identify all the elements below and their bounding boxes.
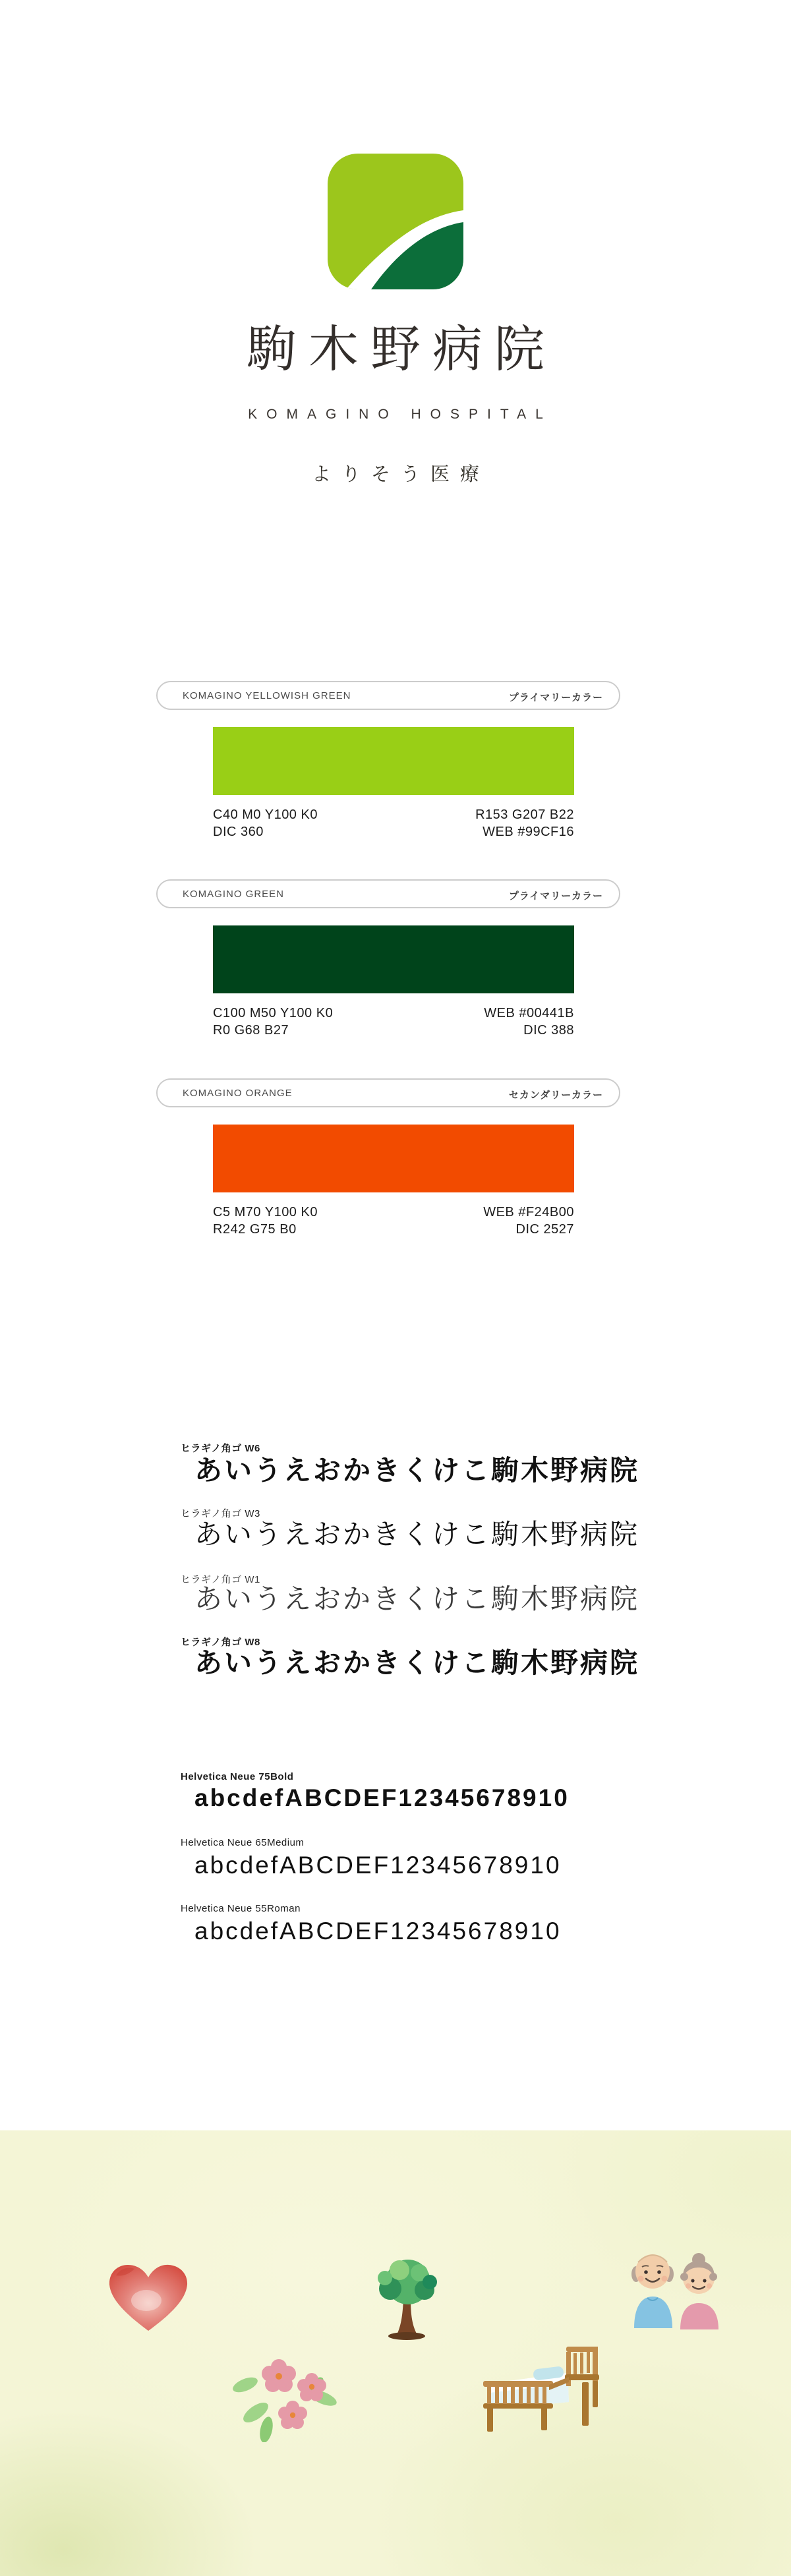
color-group-yellowish-green bbox=[0, 681, 791, 879]
color-values-right bbox=[376, 806, 574, 840]
hospital-name-ja: 駒木野病院 bbox=[247, 322, 556, 378]
bed-icon bbox=[483, 2344, 601, 2434]
color-swatch bbox=[213, 925, 574, 993]
cmyk-value: C100 M50 Y100 K0 bbox=[213, 1006, 334, 1020]
elderly-couple-icon bbox=[628, 2249, 723, 2331]
font-sample-hiragino-w8: あいうえおかきくけこ駒木野病院 bbox=[194, 1647, 640, 1678]
dic-value: DIC 388 bbox=[523, 1023, 574, 1038]
color-values-right bbox=[376, 1204, 574, 1238]
font-sample-helvetica-65medium: abcdefABCDEF12345678910 bbox=[194, 1852, 562, 1879]
watercolor-illustration-band bbox=[0, 2130, 791, 2576]
color-swatch bbox=[213, 727, 574, 795]
font-sample-hiragino-w1: あいうえおかきくけこ駒木野病院 bbox=[194, 1583, 640, 1614]
web-hex-value: WEB #00441B bbox=[484, 1006, 574, 1020]
color-category-badge: セカンダリーカラー bbox=[508, 1090, 603, 1101]
rgb-value: R0 G68 B27 bbox=[213, 1023, 289, 1038]
dic-value: DIC 2527 bbox=[515, 1222, 574, 1237]
color-category-badge: プライマリーカラー bbox=[508, 891, 603, 902]
color-header-pill bbox=[156, 1078, 620, 1107]
font-label-hiragino-w3: ヒラギノ角ゴ W3 bbox=[181, 1508, 260, 1519]
color-header-pill bbox=[156, 681, 620, 710]
font-sample-helvetica-75bold: abcdefABCDEF12345678910 bbox=[194, 1784, 570, 1811]
color-values-right bbox=[376, 1005, 574, 1039]
web-hex-value: WEB #F24B00 bbox=[483, 1205, 574, 1219]
rgb-value: R242 G75 B0 bbox=[213, 1222, 297, 1237]
flowers-icon bbox=[229, 2347, 341, 2442]
font-label-hiragino-w8: ヒラギノ角ゴ W8 bbox=[181, 1637, 260, 1648]
hospital-logo-icon bbox=[328, 154, 463, 289]
font-label-hiragino-w6: ヒラギノ角ゴ W6 bbox=[181, 1443, 260, 1454]
brand-tagline: よりそう医療 bbox=[311, 464, 490, 485]
heart-icon bbox=[105, 2260, 191, 2336]
color-group-green bbox=[0, 879, 791, 1077]
dic-value: DIC 360 bbox=[213, 825, 264, 839]
color-name-label: KOMAGINO YELLOWISH GREEN bbox=[183, 690, 351, 701]
font-label-hiragino-w1: ヒラギノ角ゴ W1 bbox=[181, 1574, 260, 1585]
color-category-badge: プライマリーカラー bbox=[508, 692, 603, 703]
color-header-pill bbox=[156, 879, 620, 908]
color-name-label: KOMAGINO GREEN bbox=[183, 889, 285, 900]
tree-icon bbox=[370, 2254, 446, 2341]
font-sample-hiragino-w3: あいうえおかきくけこ駒木野病院 bbox=[194, 1519, 640, 1550]
font-label-helvetica-65medium: Helvetica Neue 65Medium bbox=[181, 1837, 305, 1848]
rgb-value: R153 G207 B22 bbox=[475, 807, 574, 822]
color-name-label: KOMAGINO ORANGE bbox=[183, 1088, 293, 1099]
cmyk-value: C5 M70 Y100 K0 bbox=[213, 1205, 318, 1219]
color-group-orange bbox=[0, 1078, 791, 1276]
font-label-helvetica-55roman: Helvetica Neue 55Roman bbox=[181, 1903, 301, 1914]
web-hex-value: WEB #99CF16 bbox=[483, 825, 574, 839]
font-sample-helvetica-55roman: abcdefABCDEF12345678910 bbox=[194, 1917, 562, 1945]
font-label-helvetica-75bold: Helvetica Neue 75Bold bbox=[181, 1771, 294, 1782]
font-sample-hiragino-w6: あいうえおかきくけこ駒木野病院 bbox=[194, 1455, 640, 1486]
cmyk-value: C40 M0 Y100 K0 bbox=[213, 807, 318, 822]
color-swatch bbox=[213, 1125, 574, 1192]
hospital-name-en: KOMAGINO HOSPITAL bbox=[248, 407, 552, 422]
